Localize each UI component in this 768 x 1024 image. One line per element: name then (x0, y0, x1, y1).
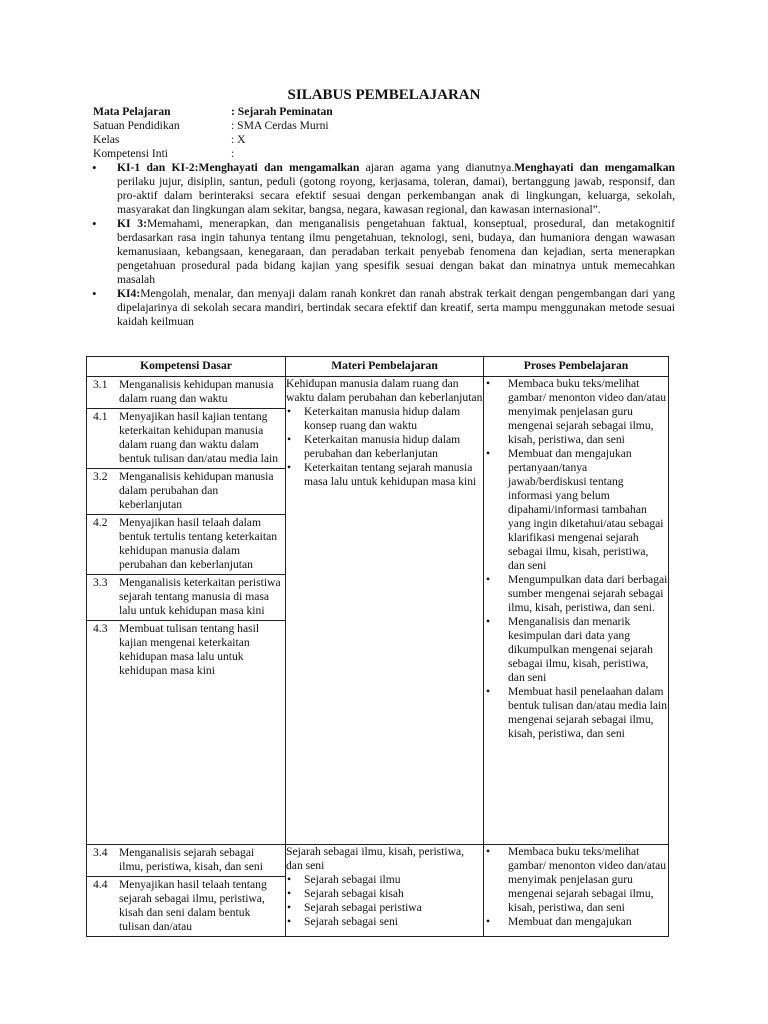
proses-list (484, 377, 668, 741)
meta-value-satuan: : SMA Cerdas Murni (231, 119, 329, 132)
kd-text: Menyajikan hasil telaah dalam bentuk tertulis tentang keterkaitan kehidupan manusia dalam perubahan dan keberlanjutan (119, 516, 278, 571)
ki-item (93, 217, 675, 287)
materi-list (286, 873, 483, 929)
ki-text: perilaku jujur, disiplin, santun, peduli (gotong royong, kerjasama, toleran, damai), bertanggung jawab, responsif, dan pro-aktif dalam berinteraksi secara efektif sesuai dengan perkembangan anak di lingkungan, keluarga, sekolah, masyarakat dan lingkungan alam sekitar, bangsa, negara, kawasan regional, dan kawasan internasional”. (117, 175, 675, 216)
kd-item (87, 514, 285, 574)
kd-text: Menyajikan hasil telaah tentang sejarah sebagai ilmu, peristiwa, kisah dan seni dalam bentuk tulisan dan/atau (119, 878, 267, 933)
list-item: • Membuat dan mengajukan (484, 915, 668, 929)
ki-item (93, 287, 675, 329)
kd-text: Menyajikan hasil kajian tentang keterkaitan kehidupan manusia dalam ruang dan waktu dalam bentuk tulisan dan/atau media lain (119, 410, 279, 465)
meta-block (93, 105, 675, 161)
kd-text: Menganalisis kehidupan manusia dalam ruang dan waktu (119, 378, 274, 405)
ki-text: ajaran agama yang dianutnya. (359, 161, 515, 174)
list-item: • Sejarah sebagai ilmu (286, 873, 483, 887)
meta-value-ki: : (231, 147, 235, 160)
list-item: • Membaca buku teks/melihat gambar/ menonton video dan/atau menyimak penjelasan guru mengenai sejarah sebagai ilmu, kisah, peristiwa, dan seni (484, 845, 668, 915)
kd-item (87, 876, 285, 936)
list-item: • Menganalisis dan menarik kesimpulan dari data yang dikumpulkan mengenai sejarah sebagai ilmu, kisah, peristiwa, dan seni (484, 615, 668, 685)
table-row (87, 377, 669, 845)
list-item: • Membuat dan mengajukan pertanyaan/tanya jawab/berdiskusi tentang informasi yang belum dipahami/informasi tambahan yang ingin diketahui/atau sebagai klarifikasi mengenai sejarah sebagai ilmu, kisah, peristiwa, dan seni (484, 447, 668, 573)
list-item: • Keterkaitan manusia hidup dalam perubahan dan keberlanjutan (286, 433, 483, 461)
ki-bold: KI 3: (117, 217, 147, 230)
materi-intro: Sejarah sebagai ilmu, kisah, peristiwa, dan seni (286, 845, 465, 872)
header-proses: Proses Pembelajaran (484, 357, 669, 377)
meta-value-mapel: : Sejarah Peminatan (231, 105, 333, 118)
materi-intro: Kehidupan manusia dalam ruang dan waktu dalam perubahan dan keberlanjutan (286, 377, 483, 404)
list-item: • Membaca buku teks/melihat gambar/ menonton video dan/atau menyimak penjelasan guru mengenai sejarah sebagai ilmu, kisah, peristiwa, dan seni (484, 377, 668, 447)
document-title: SILABUS PEMBELAJARAN (287, 87, 481, 103)
header-kompetensi-dasar: Kompetensi Dasar (87, 357, 286, 377)
kd-text: Menganalisis kehidupan manusia dalam perubahan dan keberlanjutan (119, 470, 274, 511)
kd-text: Menganalisis keterkaitan peristiwa sejarah tentang manusia di masa lalu untuk kehidupan masa kini (119, 576, 281, 617)
meta-label-satuan: Satuan Pendidikan (93, 119, 180, 132)
kd-number: 3.4 (93, 846, 108, 859)
kd-text: Membuat tulisan tentang hasil kajian mengenai keterkaitan kehidupan masa lalu untuk kehidupan masa kini (119, 622, 260, 677)
list-item: • Membuat hasil penelaahan dalam bentuk tulisan dan/atau media lain mengenai sejarah sebagai ilmu, kisah, peristiwa, dan seni (484, 685, 668, 741)
meta-label-ki: Kompetensi Inti (93, 147, 169, 160)
kd-number: 4.4 (93, 878, 108, 891)
kd-item (87, 845, 285, 876)
kd-cell (87, 845, 286, 937)
list-item: • Sejarah sebagai peristiwa (286, 901, 483, 915)
kd-number: 3.2 (93, 470, 108, 483)
header-materi: Materi Pembelajaran (286, 357, 484, 377)
kd-item (87, 377, 285, 408)
list-item: • Sejarah sebagai kisah (286, 887, 483, 901)
kd-number: 4.2 (93, 516, 108, 529)
page-header (93, 86, 675, 329)
ki-bold: KI-1 dan KI-2:Menghayati dan mengamalkan (117, 161, 360, 174)
table-row (87, 845, 669, 937)
list-item: • Keterkaitan manusia hidup dalam konsep ruang dan waktu (286, 405, 483, 433)
kd-item (87, 468, 285, 514)
kd-item (87, 620, 285, 680)
materi-list (286, 405, 483, 489)
ki-text: Mengolah, menalar, dan menyaji dalam ranah konkret dan ranah abstrak terkait dengan pengembangan dari yang dipelajarinya di sekolah secara mandiri, bertindak secara efektif dan kreatif, serta mampu menggunakan metode sesuai kaidah keilmuan (117, 287, 675, 328)
list-item: • Keterkaitan tentang sejarah manusia masa lalu untuk kehidupan masa kini (286, 461, 483, 489)
list-item: • Mengumpulkan data dari berbagai sumber mengenai sejarah sebagai ilmu, kisah, peristiwa, dan seni. (484, 573, 668, 615)
meta-label-mapel: Mata Pelajaran (93, 105, 171, 118)
proses-list (484, 845, 668, 929)
syllabus-table (86, 356, 669, 937)
kd-number: 4.1 (93, 410, 108, 423)
materi-cell (286, 845, 484, 937)
meta-value-kelas: : X (231, 133, 246, 146)
table-header-row (87, 357, 669, 377)
kd-item (87, 574, 285, 620)
ki-item (93, 161, 675, 217)
materi-cell (286, 377, 484, 845)
kd-cell (87, 377, 286, 845)
kd-number: 3.3 (93, 576, 108, 589)
ki-text: Memahami, menerapkan, dan menganalisis pengetahuan faktual, konseptual, prosedural, dan metakognitif berdasarkan rasa ingin tahunya tentang ilmu pengetahuan, teknologi, seni, budaya, dan humaniora dengan wawasan kemanusiaan, kebangsaan, kenegaraan, dan peradaban terkait penyebab fenomena dan kejadian, serta menerapkan pengetahuan prosedural pada bidang kajian yang spesifik sesuai dengan bakat dan minatnya untuk memecahkan masalah (117, 217, 675, 286)
kd-item (87, 408, 285, 468)
kd-text: Menganalisis sejarah sebagai ilmu, peristiwa, kisah, dan seni (119, 846, 263, 873)
proses-cell (484, 377, 669, 845)
list-item: • Sejarah sebagai seni (286, 915, 483, 929)
kd-number: 4.3 (93, 622, 108, 635)
meta-label-kelas: Kelas (93, 133, 120, 146)
proses-cell (484, 845, 669, 937)
ki-bold: Menghayati dan mengamalkan (514, 161, 675, 174)
kompetensi-inti-list (93, 161, 675, 329)
kd-number: 3.1 (93, 378, 108, 391)
ki-bold: KI4: (117, 287, 141, 300)
